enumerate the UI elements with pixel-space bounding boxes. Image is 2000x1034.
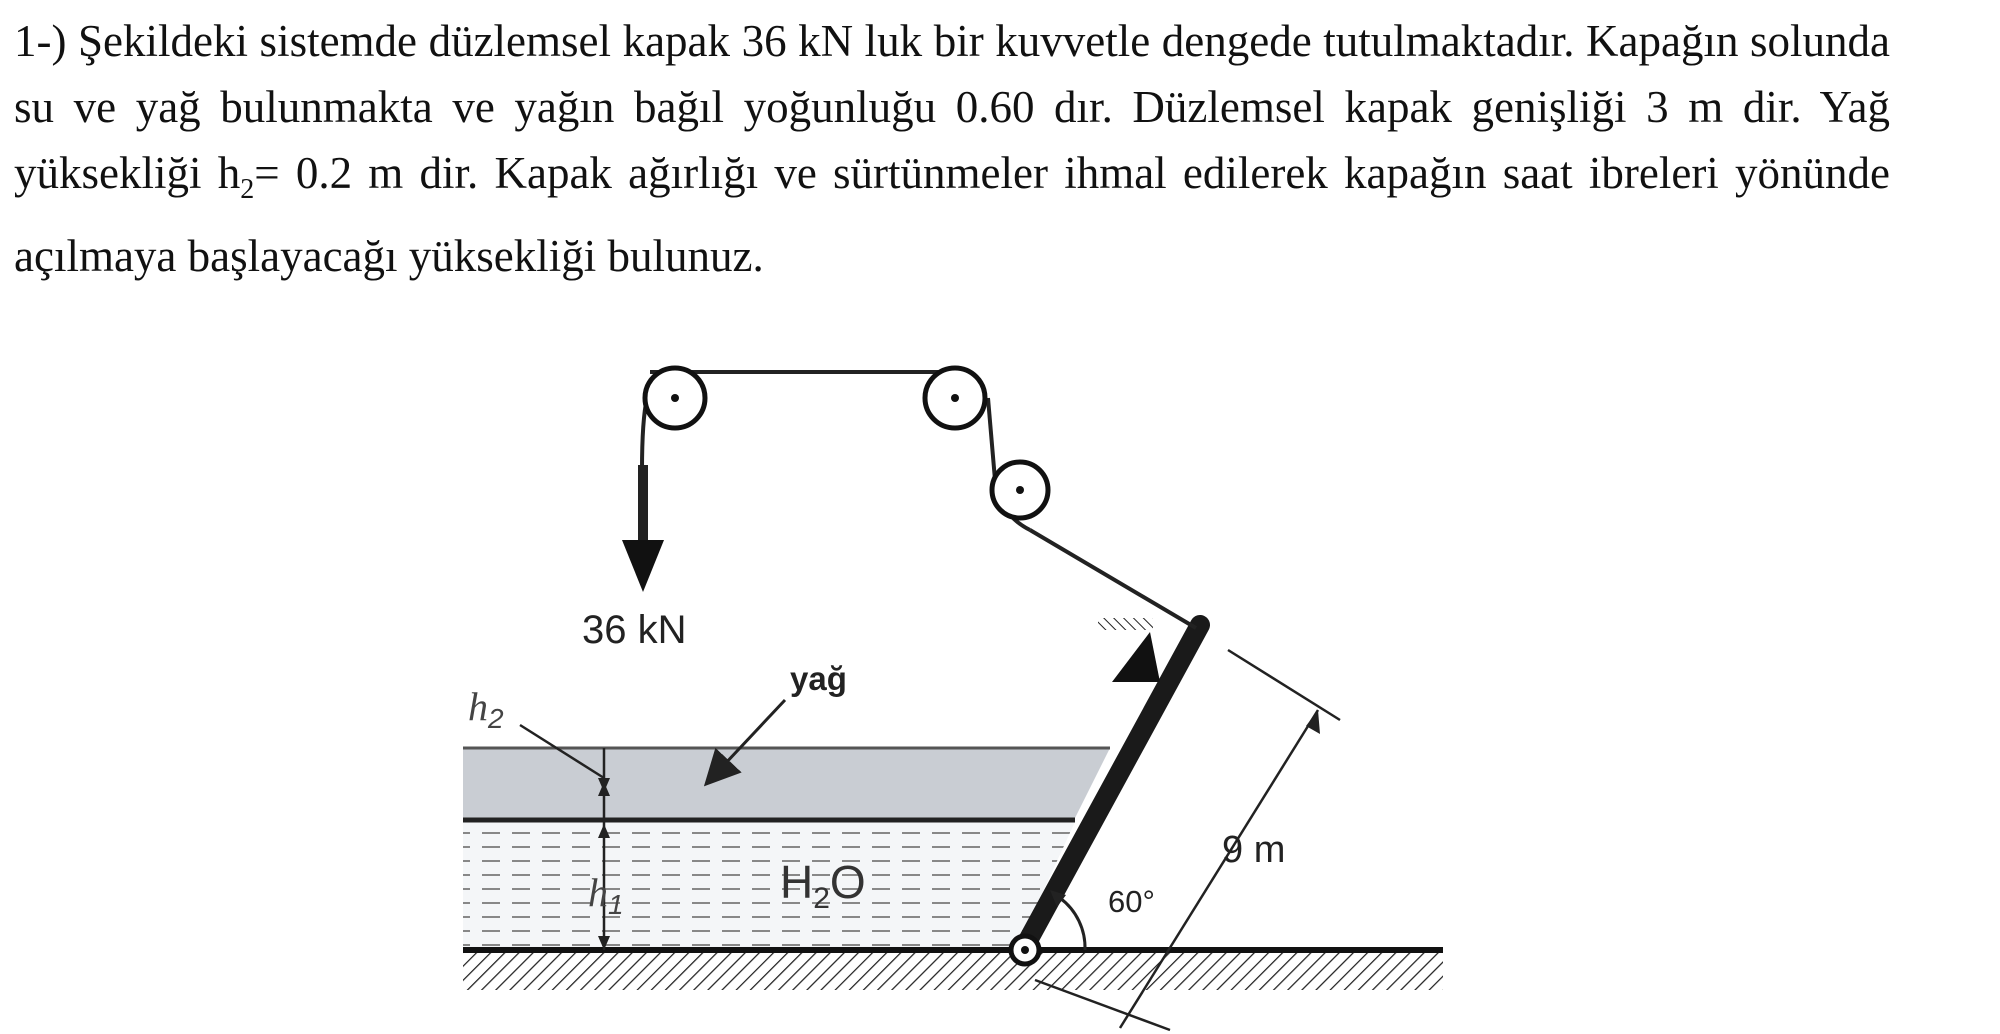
pulley-right-icon [925, 368, 985, 428]
ground [463, 950, 1443, 990]
hinge-icon [1011, 936, 1039, 964]
force-label: 36 kN [582, 608, 687, 652]
water-layer [463, 822, 1075, 950]
h2-symbol: h [217, 148, 241, 198]
h2-label: $h_2$ [468, 684, 504, 734]
problem-text: 1-) Şekildeki sistemde düzlemsel kapak 36 kN luk bir kuvvetle dengede tutulmaktadır. Kapağın solunda su ve yağ bulunmakta ve yağın bağıl yoğunluğu 0.60 dır. Düzlemsel kapak genişliği 3 m dir. Yağ yüksekliği [14, 16, 1890, 198]
oil-label: yağ [790, 660, 847, 697]
angle-label: 60° [1108, 884, 1155, 919]
h2-subscript: 2 [240, 174, 255, 205]
pulley-left-icon [645, 368, 705, 428]
oil-layer [463, 748, 1110, 820]
water-label: $H_2O$ [780, 856, 866, 915]
problem-text-end: = 0.2 m dir. Kapak ağırlığı ve sürtünmeler ihmal edilerek kapağın saat ibreleri yönünde açılmaya başlayacağı yüksekliği bulunuz. [14, 148, 1890, 281]
h1-label: $h_1$ [588, 870, 624, 920]
angle-arc [1060, 898, 1085, 950]
length-label: 9 m [1222, 829, 1286, 871]
force-arrow-icon [622, 540, 664, 592]
support-stop-icon [1098, 618, 1160, 682]
pulley-lower-icon [992, 462, 1048, 518]
cable [642, 372, 1196, 628]
